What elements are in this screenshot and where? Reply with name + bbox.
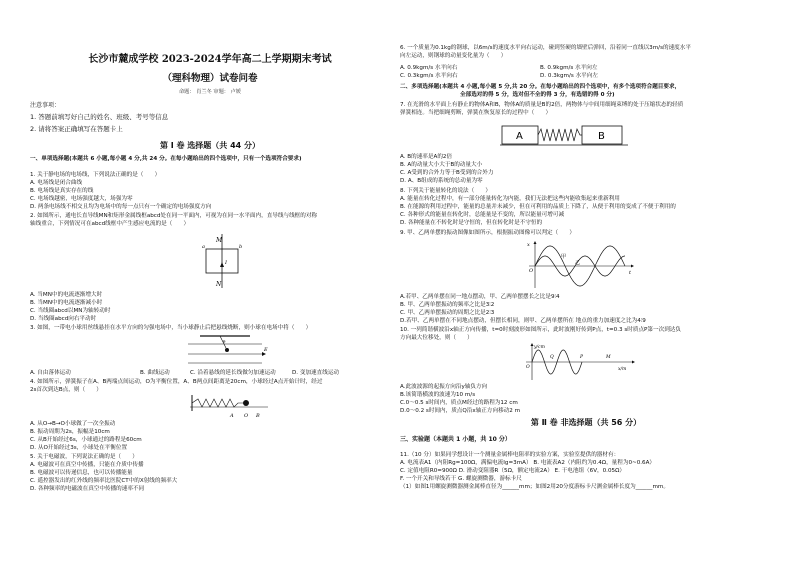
q4-stem-cont: 2s首次到达B点，则（ ）	[30, 387, 102, 393]
q6-option: A. 0.9kgm/s 水平向右	[400, 65, 458, 71]
q4-stem: 4. 如图所示，弹簧振子在A、B两端点间运动，O为平衡位置，A、B两点间距离是20cm，小球经过A点开始计时，经过	[30, 379, 323, 385]
exam-subtitle: （理科物理）试卷问卷	[162, 73, 258, 84]
q1-option: D. 两条电场线不相交且均为电场中的每一点只有一个确定的电场强度方向	[30, 204, 212, 210]
q1-option: A. 电场线是闭合曲线	[30, 180, 83, 186]
q10-label-y: y/cm	[534, 345, 545, 350]
q8-stem: 8. 下列关于能量转化的说法（ ）	[400, 188, 492, 194]
part3-title: 三、实验题（本题共 1 小题，共 10 分）	[400, 436, 511, 443]
q10-option: D.0～0.2 s时间内，质点Q沿x轴正方向移动2 m	[400, 408, 521, 414]
q8-option: D. 各种能量在不转化时是守恒的，但在转化时是不守恒的	[400, 220, 543, 226]
q7-figure	[500, 124, 630, 148]
q9-option: D.若甲、乙两单摆在不同地点摆动，但摆长相同，则甲、乙两单摆所在 地点的重力加速度之比为4∶9	[400, 318, 646, 324]
q2-label-N: N	[216, 281, 222, 288]
q4-figure	[190, 393, 270, 419]
q7-stem: 7. 在光滑的水平面上有静止的物体A和B，物体A的质量是B的2倍，两物体与中间用细绳束缚的处于压缩状态的轻质	[400, 102, 684, 108]
q1-option: C. 电场线越密，电场强度越大，场强为零	[30, 196, 133, 202]
q7-label-B: B	[598, 131, 605, 142]
q4-option: D. 从O开始经过3s，小球处在平衡位置	[30, 445, 128, 451]
q9-stem: 9. 甲、乙两单摆的振动图像如图所示，根据振动图像可以判定（ ）	[400, 230, 575, 236]
q4-option: A. 从O→B→O小球做了一次全振动	[30, 421, 116, 427]
q3-label-E: E	[264, 347, 268, 353]
q1-option: B. 电场线是真实存在的线	[30, 188, 94, 194]
q1-stem: 1. 关于静电场的电场线，下列说法正确的是（ ）	[30, 172, 161, 178]
q10-figure	[520, 342, 640, 382]
q4-label-O: O	[244, 413, 249, 419]
part2-title-cont: 全部选对的得 5 分，选对但不全的得 3 分，有选错的得 0 分)	[460, 92, 615, 98]
q10-label-Q: Q	[550, 355, 554, 360]
q8-option: A. 能量在转化过程中，有一部分能量转化为内能，我们无法把这些内能收集起来重新利用	[400, 196, 620, 202]
q11-line: 11.（10 分）如果同学想设计一个测量金属棒电阻率的实验方案，实验室提供的器材有：	[400, 452, 620, 458]
q5-option: B. 电磁波可以传递信息，也可以传播能量	[30, 470, 133, 476]
q2-label-I: I	[225, 260, 227, 266]
q9-label-x: x	[527, 242, 530, 248]
q9-option: A.若甲、乙两单摆在同一地点摆动，甲、乙两单摆摆长之比是9∶4	[400, 294, 560, 300]
q3-option: A. 自由落体运动	[30, 370, 71, 376]
q2-stem: 2. 如图所示，通电长直导线MN和矩形金属线框abcd处在同一平面内，可视为在同一水平面内，直导线与线框的对称	[30, 213, 318, 219]
q5-option: A. 电磁波可在真空中传播，只能在介质中传播	[30, 462, 144, 468]
q3-label-theta: θ	[223, 339, 226, 344]
q10-stem: 10. 一列简谐横波沿x轴正方向传播，t=0时刻波形如图所示，此时波刚好传到P点，t=0.3 s时质点P第一次到达负	[400, 327, 681, 333]
note-item: 1. 答题前填写好自己的姓名、班级、考号等信息	[30, 113, 169, 121]
q10-label-x: x/m	[618, 367, 627, 372]
q9-option: B. 甲、乙两单摆振动的频率之比是3∶2	[400, 302, 495, 308]
q10-label-M: M	[606, 355, 611, 360]
q8-option: C. 各种形式的能量在转化时，总能量是不变的，所以能量可增可减	[400, 212, 565, 218]
q7-label-A: A	[516, 131, 523, 142]
q2-label-a: a	[202, 244, 205, 250]
q10-option: C.0～0.5 s时间内，质点M经过的路程为12 cm	[400, 400, 518, 406]
q7-option: A. B的速率是A的2倍	[400, 154, 453, 160]
q7-option: D. A、B组成的系统的总动量为零	[400, 178, 483, 184]
q5-option: C. 遥控器发出的红外线的频率比医院CT中的X射线的频率大	[30, 478, 178, 484]
q3-option: B. 曲线运动	[140, 370, 170, 376]
q7-option: C. A受到的合外力等于B受到的合外力	[400, 170, 494, 176]
q10-option: B.该简谐横波的波速为10 m/s	[400, 392, 476, 398]
q10-option: A.此波波源的起振方向沿y轴负方向	[400, 384, 488, 390]
q2-figure	[198, 234, 258, 288]
q3-option: D. 变加速直线运动	[292, 370, 340, 376]
q10-label-O: O	[526, 365, 530, 370]
q10-label-P: P	[580, 355, 584, 360]
q6-stem: 6. 一个质量为0.1kg的钢球，以6m/s的速度水平向右运动，碰到竖硬的墙壁后弹回，沿着同一直线以3m/s的速度水平	[400, 45, 691, 51]
q2-label-M: M	[216, 237, 223, 244]
q6-option: B. 0.9kgm/s 水平向左	[540, 65, 598, 71]
q3-figure	[180, 334, 270, 366]
q9-label-yi: 乙	[575, 260, 581, 266]
section1-title: 第 Ⅰ 卷 选择题（共 44 分）	[159, 141, 261, 150]
q7-stem-cont: 弹簧相连。当把细绳剪断，弹簧在恢复原长的过程中（ ）	[400, 110, 552, 116]
section2-title: 第 Ⅱ 卷 非选择题（共 56 分）	[530, 418, 642, 427]
q2-option: D. 当线圈abcd向右平动时	[30, 316, 97, 322]
q3-stem: 3. 如图，一带电小球用丝线悬挂在水平方向的匀强电场中，当小球静止后把悬线烧断，则小球在电场中将（ ）	[30, 325, 312, 331]
q6-option: D. 0.3kgm/s 水平向左	[540, 73, 598, 79]
q6-stem-cont: 向左运动，则钢球的动量变化量为（ ）	[400, 53, 507, 59]
q11-line: （1）如图1用螺旋测微器测金属棒直径为______mm；如图2用20分度游标卡尺测金属棒长度为______mm。	[400, 484, 669, 490]
q9-label-jia: 甲	[561, 254, 567, 260]
q10-stem-cont: 方向最大位移处，则（ ）	[400, 335, 473, 341]
q11-line: A. 电流表A1（内阻Rg=100Ω，满偏电流Ig=3mA） B. 电流表A2（内阻约为0.4Ω，量程为0~0.6A）	[400, 460, 656, 466]
q11-line: C. 定值电阻R0=900Ω D. 滑动变阻器R（5Ω，额定电流2A） E. 干电池组（6V，0.05Ω）	[400, 468, 625, 474]
q9-figure	[525, 240, 635, 292]
q2-option: C. 当线圈abcd以MN为轴转动时	[30, 308, 111, 314]
exam-title: 长沙市麓成学校 2023-2024学年高二上学期期末考试	[88, 54, 332, 65]
notes-heading: 注意事项：	[30, 102, 61, 109]
q5-option: D. 各种频率的电磁波在真空中传播的速率不同	[30, 486, 145, 492]
q11-line: F. 一个开关和导线若干 G. 螺旋测微器，游标卡尺	[400, 476, 522, 482]
q5-stem: 5. 关于电磁波，下列说法正确的是（ ）	[30, 454, 138, 460]
q7-option: B. A的动量大小大于B的动量大小	[400, 162, 483, 168]
q2-label-b: b	[239, 244, 243, 250]
note-item: 2. 请将答案正确填写在答题卡上	[30, 125, 123, 133]
q9-label-O: O	[529, 268, 534, 274]
q4-option: B. 振动周期为2s，振幅是10cm	[30, 429, 110, 435]
q2-stem-cont: 轴线重合，下列情况可在abcd线框中产生感应电流的是（ ）	[30, 221, 190, 227]
q8-option: B. 在能源的利用过程中，能量的总量并未减少，但在可利用的品质上下降了，从便于利用的变成了不便于利用的	[400, 204, 676, 210]
q4-label-A: A	[230, 413, 234, 419]
q4-option: C. 从B开始经过6s，小球通过的路程是60cm	[30, 437, 142, 443]
q4-label-B: B	[256, 413, 260, 419]
part2-title: 二、多项选择题(本题共 4 小题,每小题 5 分,共 20 分。在每小题给出的四个选项中，有多个选项符合题目要求，	[400, 84, 681, 90]
q2-option: B. 当MN中的电流逐渐减小时	[30, 300, 103, 306]
part1-title: 一、单项选择题(本题共 6 小题,每小题 4 分,共 24 分。在每小题给出的四个选项中，只有一个选项符合要求)	[30, 156, 302, 162]
q9-option: C. 甲、乙两单摆振动的周期之比是2∶3	[400, 310, 495, 316]
q2-option: A. 当MN中的电流逐渐增大时	[30, 292, 103, 298]
q9-label-t: t	[629, 270, 632, 276]
q3-option: C. 沿着悬线的延长线做匀加速运动	[190, 370, 276, 376]
q6-option: C. 0.3kgm/s 水平向右	[400, 73, 458, 79]
author-line: 命题： 肖兰冬 审题： 卢媛	[178, 89, 241, 95]
